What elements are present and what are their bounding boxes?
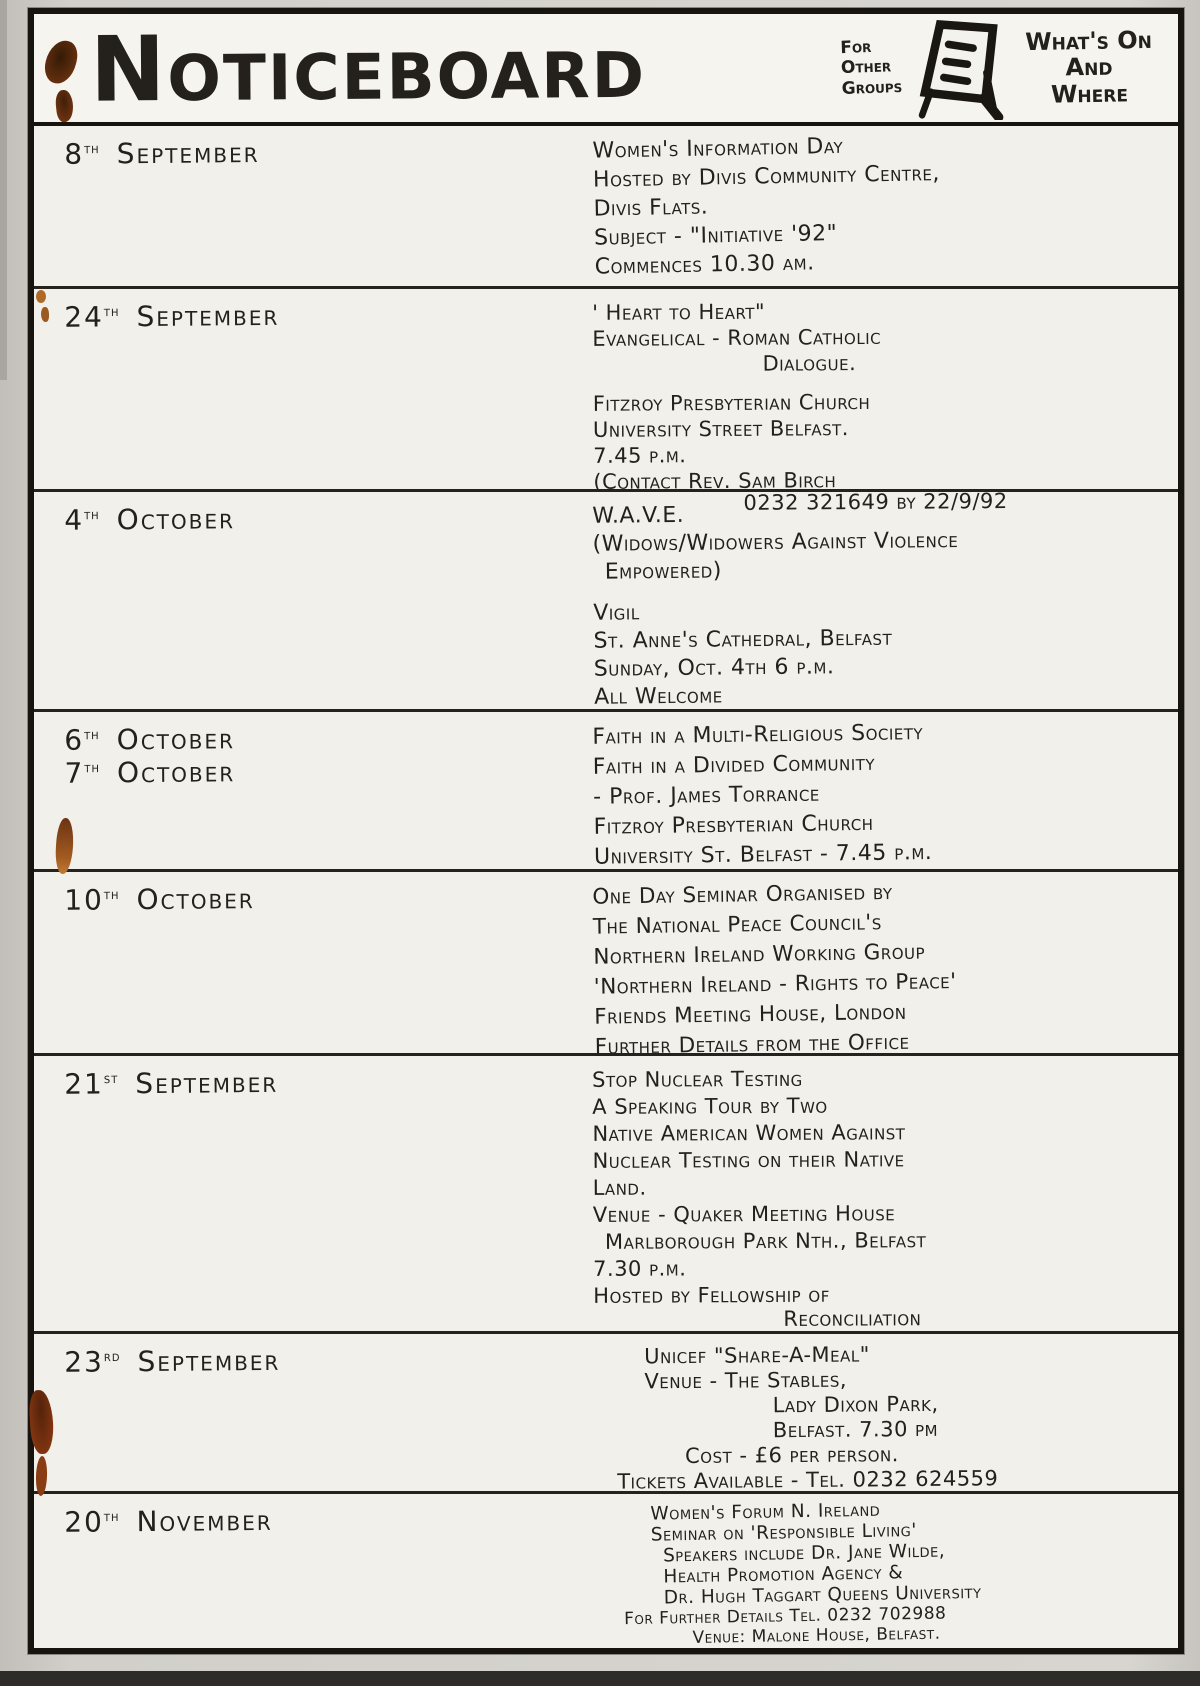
notice-line: Venue: Malone House, Belfast. xyxy=(692,1623,941,1648)
notice-line: W.A.V.E. xyxy=(592,502,685,529)
notice-row-8-september xyxy=(34,126,1178,286)
notice-line: Marlborough Park Nth., Belfast xyxy=(604,1228,927,1254)
notice-line: Hosted by Divis Community Centre, xyxy=(592,160,941,193)
notice-line: Unicef "Share-A-Meal" xyxy=(644,1342,870,1369)
notice-line: ' Heart to Heart" xyxy=(592,299,766,325)
notice-row-20-november xyxy=(34,1491,1178,1648)
notice-line: Reconciliation xyxy=(783,1306,922,1331)
date-month: October xyxy=(116,502,236,537)
date-suffix: th xyxy=(84,759,101,777)
date-day: 24 xyxy=(64,300,105,334)
date-day: 4 xyxy=(64,503,85,537)
notice-line: Health Promotion Agency & xyxy=(663,1562,904,1588)
notice-line: Land. xyxy=(592,1175,647,1200)
subtitle-line: For xyxy=(840,37,873,59)
notice-details xyxy=(574,285,1179,515)
notice-row-21-september xyxy=(34,1053,1178,1331)
notice-details xyxy=(574,1483,1181,1648)
notice-line: A Speaking Tour by Two xyxy=(592,1093,828,1119)
notice-line: Cost - £6 per person. xyxy=(684,1442,899,1469)
date-day: 8 xyxy=(64,137,85,171)
notice-line: Further Details from the Office xyxy=(594,1029,910,1060)
noticeboard-page xyxy=(28,8,1184,1654)
date-month: September xyxy=(137,1343,281,1379)
notice-line: Northern Ireland Working Group xyxy=(593,939,926,970)
notice-line: Divis Flats. xyxy=(593,194,709,222)
date-suffix: th xyxy=(83,140,100,158)
date-month: October xyxy=(136,882,255,917)
subtitle-line: Other xyxy=(841,57,892,79)
notice-date xyxy=(34,284,576,489)
subtitle-whats-on-and-where xyxy=(1013,27,1164,109)
scan-edge-bar xyxy=(0,1671,1200,1686)
notice-line: 'Northern Ireland - Rights to Peace' xyxy=(593,969,957,1000)
notice-line: Faith in a Multi-Religious Society xyxy=(592,720,924,750)
date-day: 23 xyxy=(64,1345,105,1379)
date-suffix: th xyxy=(103,302,120,321)
notice-date xyxy=(34,1489,575,1648)
notice-line: Sunday, Oct. 4th 6 p.m. xyxy=(593,654,835,682)
date-day: 21 xyxy=(64,1067,105,1101)
notice-line: University Street Belfast. xyxy=(592,416,850,442)
page-title: Noticeboard xyxy=(89,13,647,123)
notice-row-24-september xyxy=(34,286,1178,515)
notice-row-6-7-october xyxy=(34,709,1178,869)
notice-line: Dialogue. xyxy=(762,351,857,376)
notice-line: Faith in a Divided Community xyxy=(592,750,876,780)
date-suffix: th xyxy=(103,885,120,904)
date-month: October xyxy=(116,755,236,790)
date-day: 7 xyxy=(64,756,85,790)
notice-line: For Further Details Tel. 0232 702988 xyxy=(624,1603,947,1630)
notice-details xyxy=(574,1053,1179,1331)
notice-line: Commences 10.30 am. xyxy=(594,250,815,280)
notice-details xyxy=(574,704,1180,869)
notice-details xyxy=(574,486,1180,709)
notice-row-10-october xyxy=(34,869,1178,1060)
notice-line: 7.30 p.m. xyxy=(593,1256,687,1281)
notice-date xyxy=(34,121,575,286)
notice-line: Seminar on 'Responsible Living' xyxy=(650,1520,918,1546)
notice-line: Nuclear Testing on their Native xyxy=(592,1147,905,1173)
date-month: September xyxy=(135,1065,279,1101)
sandwich-board-icon xyxy=(910,16,1006,120)
notice-line: The National Peace Council's xyxy=(592,910,882,940)
notice-line: Women's Forum N. Ireland xyxy=(650,1499,881,1525)
notice-line: Dr. Hugh Taggart Queens University xyxy=(663,1581,982,1609)
notice-line: Native American Women Against xyxy=(592,1120,906,1146)
notice-line: Women's Information Day xyxy=(592,133,844,164)
notice-line: Hosted by Fellowship of xyxy=(593,1282,830,1308)
notice-line: Subject - "Initiative '92" xyxy=(593,220,838,251)
notice-details xyxy=(574,1329,1179,1494)
subtitle-for-other-groups xyxy=(840,36,903,99)
subtitle-line: And xyxy=(1065,53,1113,83)
date-suffix: st xyxy=(103,1069,119,1088)
date-suffix: th xyxy=(83,726,100,744)
notice-line: University St. Belfast - 7.45 p.m. xyxy=(593,840,933,870)
subtitle-line: What's On xyxy=(1024,26,1153,57)
notice-line: - Prof. James Torrance xyxy=(593,781,820,810)
notice-line: Lady Dixon Park, xyxy=(772,1391,939,1418)
date-day: 6 xyxy=(64,723,85,757)
notice-line: All Welcome xyxy=(594,683,723,710)
notice-row-23-september xyxy=(34,1331,1178,1494)
date-suffix: th xyxy=(103,1507,120,1526)
notice-date xyxy=(34,1051,576,1331)
notice-details xyxy=(574,863,1181,1060)
notice-line: (Widows/Widowers Against Violence xyxy=(592,527,959,557)
notice-date xyxy=(34,1329,575,1491)
date-month: November xyxy=(136,1503,273,1539)
notice-line: 7.45 p.m. xyxy=(593,443,687,468)
notice-line: Venue - Quaker Meeting House xyxy=(592,1201,896,1227)
notice-line: Stop Nuclear Testing xyxy=(592,1066,803,1092)
notice-line: Fitzroy Presbyterian Church xyxy=(592,389,871,416)
notice-date xyxy=(34,707,575,869)
notice-line: Belfast. 7.30 pm xyxy=(772,1416,939,1443)
notice-details xyxy=(574,114,1181,286)
notice-line: One Day Seminar Organised by xyxy=(592,879,893,910)
page-header xyxy=(34,14,1178,126)
notice-line: Tickets Available - Tel. 0232 624559 xyxy=(617,1466,999,1494)
notice-line: Fitzroy Presbyterian Church xyxy=(593,810,874,840)
subtitle-line: Groups xyxy=(841,77,904,100)
date-month: September xyxy=(136,298,280,334)
date-month: September xyxy=(116,136,260,171)
notice-line: Speakers include Dr. Jane Wilde, xyxy=(662,1540,946,1567)
notice-line: (Contact Rev. Sam Birch xyxy=(593,468,837,494)
notice-row-4-october xyxy=(34,489,1178,709)
notice-line: Evangelical - Roman Catholic xyxy=(592,324,882,351)
notice-line: Venue - The Stables, xyxy=(644,1367,848,1394)
notice-line: 0232 321649 by 22/9/92 xyxy=(743,488,1008,515)
notice-date xyxy=(34,487,576,709)
subtitle-line: Where xyxy=(1050,79,1129,109)
notice-line: Vigil xyxy=(593,600,640,626)
date-month: October xyxy=(116,722,236,757)
date-day: 20 xyxy=(64,1505,105,1539)
date-suffix: th xyxy=(83,506,100,524)
date-suffix: rd xyxy=(103,1347,121,1366)
notice-date xyxy=(34,867,576,1053)
header-right xyxy=(841,16,1168,120)
scan-edge-shadow xyxy=(0,0,7,380)
notice-line: St. Anne's Cathedral, Belfast xyxy=(593,625,893,654)
date-day: 10 xyxy=(64,883,105,917)
notice-line: Friends Meeting House, London xyxy=(594,999,907,1030)
notice-line: Empowered) xyxy=(604,558,723,585)
